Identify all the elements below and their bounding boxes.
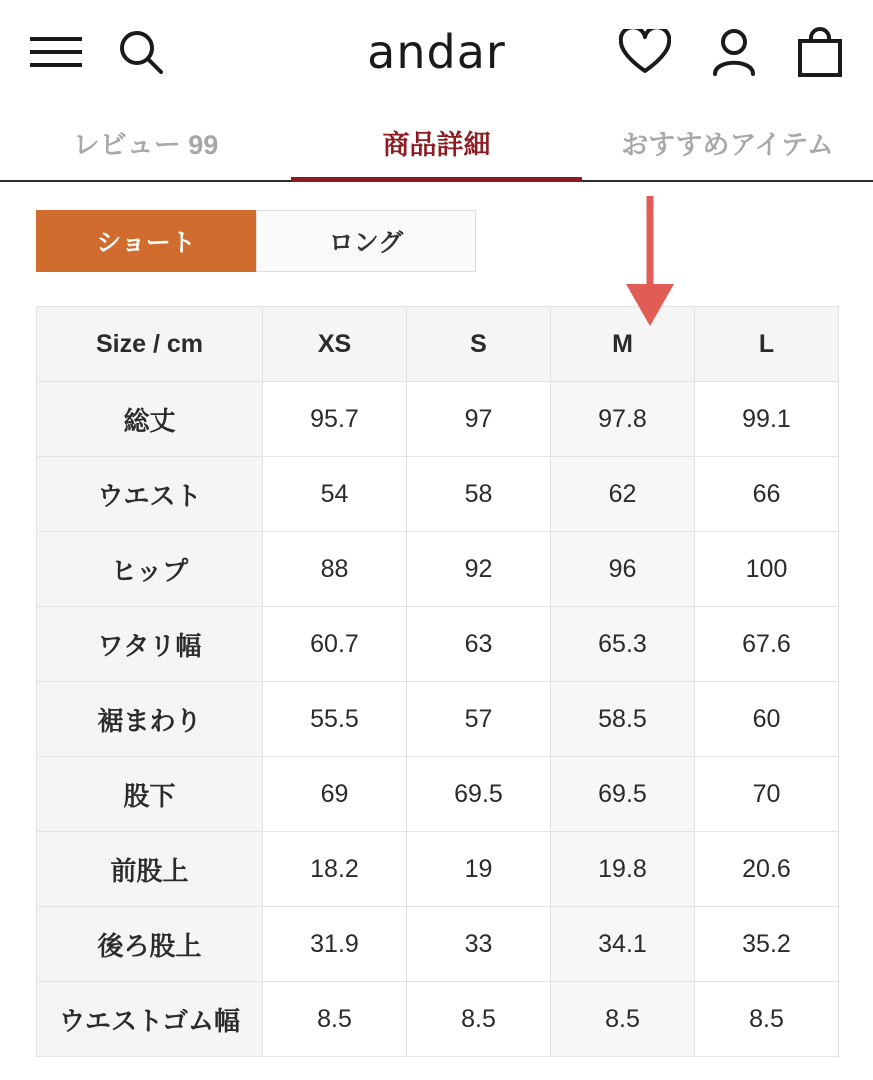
tab-recommended-items-label: おすすめアイテム — [621, 129, 834, 160]
cell-m: 65.3 — [551, 607, 695, 682]
cell-s: 63 — [407, 607, 551, 682]
cell-s: 92 — [407, 532, 551, 607]
cell-s: 33 — [407, 907, 551, 982]
tab-product-details-label: 商品詳細 — [382, 129, 491, 160]
cell-xs: 8.5 — [263, 982, 407, 1057]
row-label: 股下 — [37, 757, 263, 832]
cell-xs: 18.2 — [263, 832, 407, 907]
tab-reviews[interactable] — [0, 104, 291, 180]
cell-s: 69.5 — [407, 757, 551, 832]
cell-xs: 55.5 — [263, 682, 407, 757]
tab-product-details[interactable] — [291, 104, 582, 180]
cell-m: 69.5 — [551, 757, 695, 832]
cell-m: 34.1 — [551, 907, 695, 982]
cell-m: 8.5 — [551, 982, 695, 1057]
row-label: ヒップ — [37, 532, 263, 607]
hamburger-menu-icon[interactable] — [30, 35, 82, 69]
table-row — [37, 682, 839, 757]
cell-l: 60 — [695, 682, 839, 757]
header-cell-xs: XS — [263, 307, 407, 382]
cell-xs: 60.7 — [263, 607, 407, 682]
cell-l: 70 — [695, 757, 839, 832]
cell-xs: 31.9 — [263, 907, 407, 982]
header-cell-l: L — [695, 307, 839, 382]
cell-s: 58 — [407, 457, 551, 532]
cell-m: 97.8 — [551, 382, 695, 457]
table-row — [37, 757, 839, 832]
table-row — [37, 832, 839, 907]
header-cell-m: M — [551, 307, 695, 382]
length-option-long[interactable] — [256, 210, 476, 272]
cell-xs: 69 — [263, 757, 407, 832]
tab-reviews-label: レビュー 99 — [72, 129, 219, 160]
tab-recommended-items[interactable] — [582, 104, 873, 180]
table-row — [37, 457, 839, 532]
size-chart-body — [37, 382, 839, 1057]
row-label: ウエストゴム幅 — [37, 982, 263, 1057]
table-row — [37, 982, 839, 1057]
table-row — [37, 382, 839, 457]
cell-m: 58.5 — [551, 682, 695, 757]
cell-s: 19 — [407, 832, 551, 907]
length-option-short-label: ショート — [96, 229, 196, 257]
row-label: 総丈 — [37, 382, 263, 457]
cell-l: 99.1 — [695, 382, 839, 457]
header-right-icons — [619, 27, 843, 77]
cell-m: 96 — [551, 532, 695, 607]
size-chart-header — [37, 307, 839, 382]
product-tabs — [0, 104, 873, 182]
cell-s: 8.5 — [407, 982, 551, 1057]
shopping-bag-icon[interactable] — [797, 27, 843, 77]
row-label: 裾まわり — [37, 682, 263, 757]
row-label: 前股上 — [37, 832, 263, 907]
cell-xs: 54 — [263, 457, 407, 532]
table-row — [37, 607, 839, 682]
cell-l: 66 — [695, 457, 839, 532]
product-details-panel — [0, 182, 873, 1057]
row-label: ワタリ幅 — [37, 607, 263, 682]
header-left-icons — [30, 29, 164, 75]
cell-l: 20.6 — [695, 832, 839, 907]
header-cell-size-unit: Size / cm — [37, 307, 263, 382]
table-row — [37, 907, 839, 982]
cell-s: 97 — [407, 382, 551, 457]
table-header-row — [37, 307, 839, 382]
cell-s: 57 — [407, 682, 551, 757]
cell-l: 100 — [695, 532, 839, 607]
cell-m: 19.8 — [551, 832, 695, 907]
cell-xs: 88 — [263, 532, 407, 607]
header-cell-s: S — [407, 307, 551, 382]
heart-icon[interactable] — [619, 29, 671, 75]
length-option-long-label: ロング — [328, 229, 404, 257]
cell-l: 8.5 — [695, 982, 839, 1057]
row-label: 後ろ股上 — [37, 907, 263, 982]
cell-l: 67.6 — [695, 607, 839, 682]
brand-logo: andar — [367, 25, 506, 79]
length-option-short[interactable] — [36, 210, 256, 272]
table-row — [37, 532, 839, 607]
site-header — [0, 0, 873, 104]
user-icon[interactable] — [711, 28, 757, 76]
row-label: ウエスト — [37, 457, 263, 532]
search-icon[interactable] — [118, 29, 164, 75]
cell-xs: 95.7 — [263, 382, 407, 457]
length-toggle-group — [36, 210, 476, 272]
cell-m: 62 — [551, 457, 695, 532]
cell-l: 35.2 — [695, 907, 839, 982]
size-chart-table — [36, 306, 839, 1057]
